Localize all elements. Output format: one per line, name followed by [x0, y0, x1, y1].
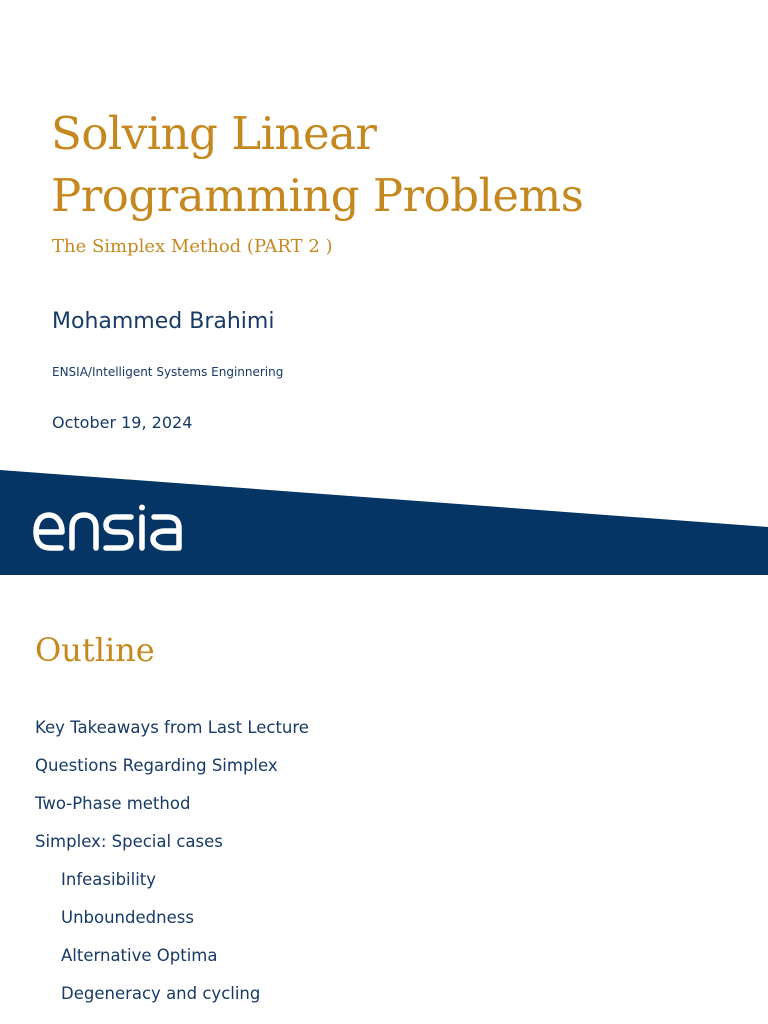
outline-slide	[0, 575, 768, 1024]
presentation-subtitle: The Simplex Method (PART 2 )	[52, 236, 333, 257]
title-line-1: Solving Linear	[51, 107, 377, 160]
outline-item: Key Takeaways from Last Lecture	[35, 718, 309, 737]
presentation-title	[51, 103, 583, 227]
title-line-2: Programming Problems	[51, 169, 584, 222]
outline-subitem: Degeneracy and cycling	[61, 984, 261, 1003]
outline-subitem: Alternative Optima	[61, 946, 218, 965]
institution-label: ENSIA/Intelligent Systems Enginnering	[52, 365, 284, 379]
outline-subitem: Unboundedness	[61, 908, 194, 927]
outline-title: Outline	[35, 631, 155, 669]
outline-item: Simplex: Special cases	[35, 832, 223, 851]
presentation-date: October 19, 2024	[52, 413, 193, 432]
outline-subitem: Infeasibility	[61, 870, 157, 889]
outline-item: Two-Phase method	[35, 794, 191, 813]
outline-item: Questions Regarding Simplex	[35, 756, 278, 775]
author-name: Mohammed Brahimi	[52, 309, 275, 334]
outline-list	[0, 713, 309, 1017]
ensia-logo	[32, 504, 182, 557]
